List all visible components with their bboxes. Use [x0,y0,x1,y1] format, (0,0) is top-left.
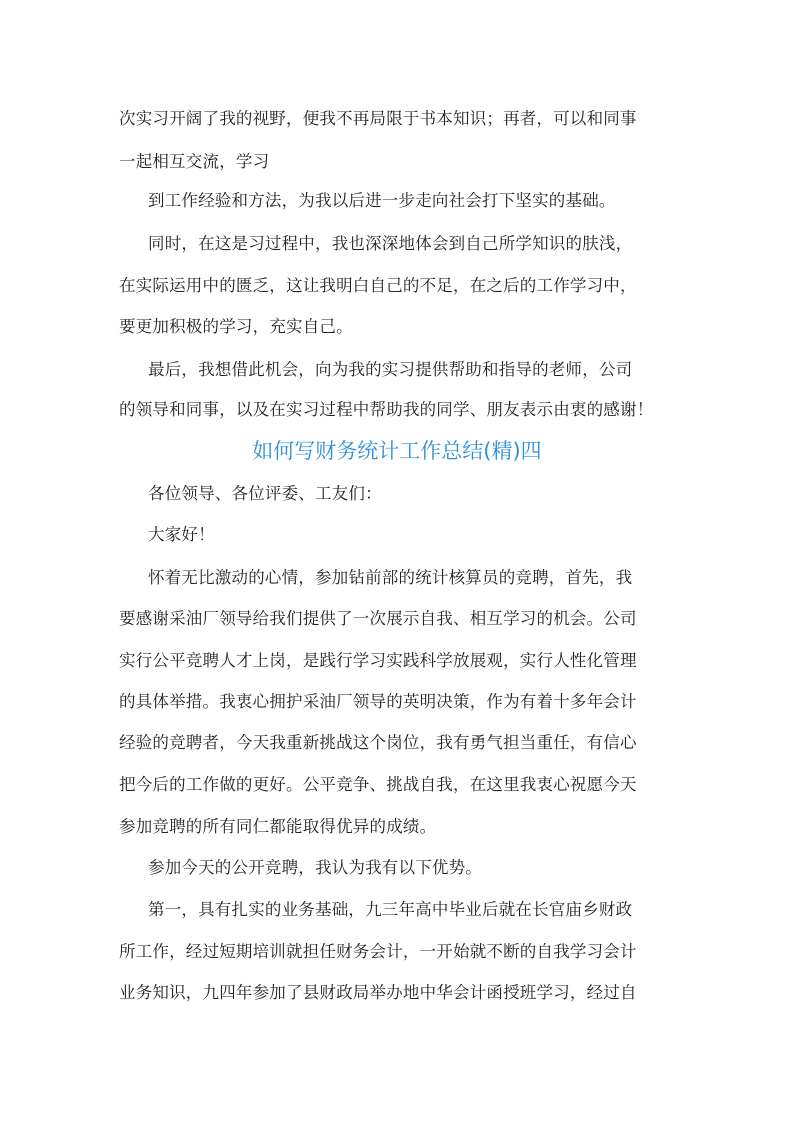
paragraph-line: 业务知识，九四年参加了县财政局举办地中华会计函授班学习，经过自 [119,983,637,1002]
paragraph-line: 一起相互交流，学习 [119,152,270,171]
paragraph-line: 怀着无比激动的心情，参加钻前部的统计核算员的竞聘，首先，我 [148,568,633,587]
paragraph-line: 所工作，经过短期培训就担任财务会计，一开始就不断的自我学习会计 [119,942,637,961]
paragraph-line: 实行公平竞聘人才上岗，是践行学习实践科学放展观，实行人性化管理 [119,651,637,670]
paragraph-line: 第一，具有扎实的业务基础，九三年高中毕业后就在长官庙乡财政 [148,900,633,919]
paragraph-line: 要更加积极的学习，充实自己。 [119,317,353,336]
paragraph-line: 参加竞聘的所有同仁都能取得优异的成绩。 [119,817,437,836]
section-title: 如何写财务统计工作总结(精)四 [252,439,542,463]
paragraph-line: 到工作经验和方法，为我以后进一步走向社会打下坚实的基础。 [148,191,616,210]
paragraph-line: 在实际运用中的匮乏，这让我明白自己的不足，在之后的工作学习中， [119,276,637,295]
paragraph-line: 各位领导、各位评委、工友们： [148,484,382,503]
paragraph-line: 的领导和同事，以及在实习过程中帮助我的同学、朋友表示由衷的感谢！ [119,400,654,419]
paragraph-line: 同时，在这是习过程中，我也深深地体会到自己所学知识的肤浅， [148,234,633,253]
paragraph-line: 大家好！ [148,525,215,544]
paragraph-line: 经验的竞聘者，今天我重新挑战这个岗位，我有勇气担当重任，有信心 [119,733,637,752]
paragraph-line: 次实习开阔了我的视野，便我不再局限于书本知识；再者，可以和同事 [119,109,637,128]
paragraph-line: 把今后的工作做的更好。公平竞争、挑战自我，在这里我衷心祝愿今天 [119,775,637,794]
paragraph-line: 的具体举措。我衷心拥护采油厂领导的英明决策，作为有着十多年会计 [119,692,637,711]
paragraph-line: 参加今天的公开竞聘，我认为我有以下优势。 [148,858,482,877]
paragraph-line: 最后，我想借此机会，向为我的实习提供帮助和指导的老师，公司 [148,360,633,379]
paragraph-line: 要感谢采油厂领导给我们提供了一次展示自我、相互学习的机会。公司 [119,609,637,628]
